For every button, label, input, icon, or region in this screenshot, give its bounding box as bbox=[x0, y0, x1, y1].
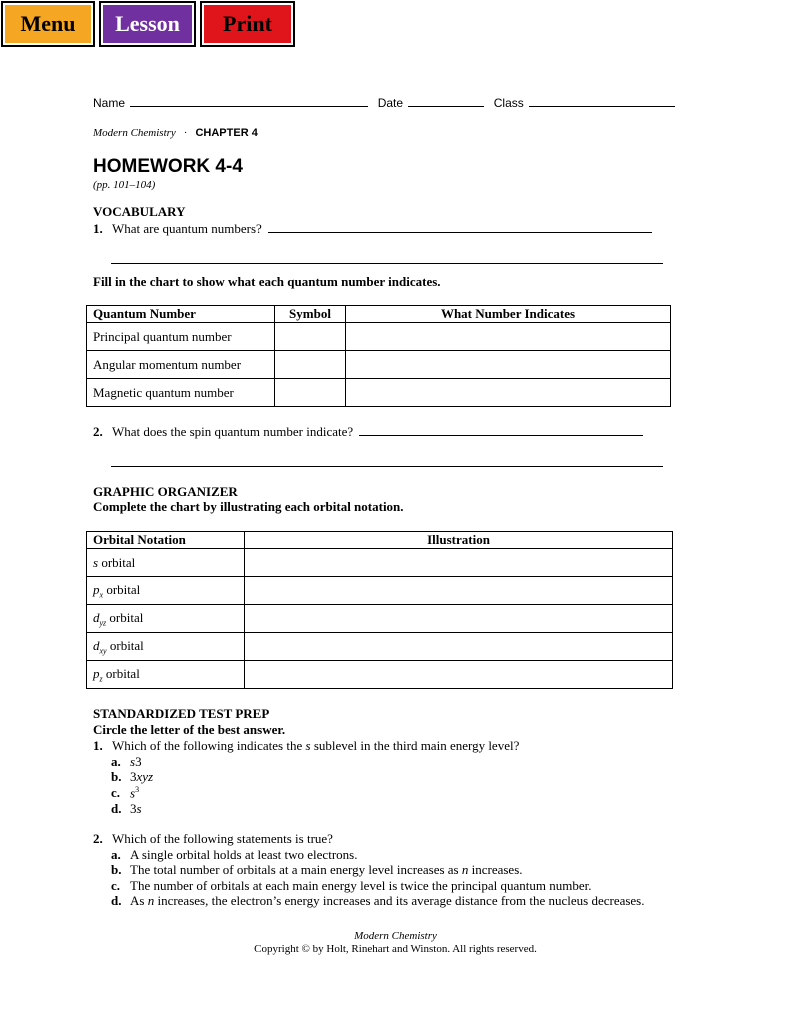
answer-option[interactable]: c. $s^3$ bbox=[111, 785, 140, 801]
indicates-cell[interactable] bbox=[346, 323, 671, 351]
question-number: 1. bbox=[93, 738, 103, 753]
symbol-cell[interactable] bbox=[275, 351, 346, 379]
indicates-cell[interactable] bbox=[346, 351, 671, 379]
table-row bbox=[87, 323, 671, 351]
answer-option[interactable]: d. As n increases, the electron’s energy increases and its average distance from the nucleus decreases. bbox=[111, 893, 645, 908]
answer-option[interactable]: d. 3s bbox=[111, 801, 142, 816]
vocab-question-2 bbox=[93, 423, 643, 440]
answer-option[interactable]: b. 3xyz bbox=[111, 769, 154, 784]
answer-line[interactable] bbox=[111, 263, 663, 264]
illustration-cell[interactable] bbox=[245, 661, 673, 689]
illustration-cell[interactable] bbox=[245, 577, 673, 605]
question-number: 2. bbox=[93, 831, 103, 846]
date-label: Date bbox=[377, 96, 404, 110]
table-row bbox=[87, 577, 673, 605]
footer-copyright: Copyright © by Holt, Rinehart and Winston. All rights reserved. bbox=[254, 943, 537, 955]
row-label: Principal quantum number bbox=[87, 323, 275, 351]
table-row bbox=[87, 633, 673, 661]
menu-button[interactable]: Menu bbox=[1, 1, 95, 47]
answer-line[interactable] bbox=[111, 466, 663, 467]
illustration-cell[interactable] bbox=[245, 549, 673, 577]
separator-dot: · bbox=[183, 127, 188, 139]
date-field[interactable] bbox=[408, 94, 484, 107]
table-row bbox=[87, 351, 671, 379]
page-title: HOMEWORK 4-4 bbox=[93, 156, 243, 177]
table-row bbox=[87, 379, 671, 407]
page-range: (pp. 101–104) bbox=[93, 179, 156, 191]
chart-instruction: Fill in the chart to show what each quantum number indicates. bbox=[93, 274, 441, 289]
answer-option[interactable]: b. The total number of orbitals at a main energy level increases as n increases. bbox=[111, 862, 523, 877]
organizer-instruction: Complete the chart by illustrating each orbital notation. bbox=[93, 499, 404, 514]
question-text: What does the spin quantum number indicate? bbox=[112, 424, 354, 439]
indicates-cell[interactable] bbox=[346, 379, 671, 407]
answer-option[interactable]: c. The number of orbitals at each main energy level is twice the principal quantum number. bbox=[111, 878, 592, 893]
question-number: 2. bbox=[93, 424, 103, 439]
column-header: Symbol bbox=[275, 306, 346, 323]
column-header: Illustration bbox=[245, 532, 673, 549]
class-field[interactable] bbox=[529, 94, 675, 107]
footer-book-title: Modern Chemistry bbox=[354, 930, 437, 942]
name-field[interactable] bbox=[130, 94, 368, 107]
symbol-cell[interactable] bbox=[275, 323, 346, 351]
test-question-2: 2. Which of the following statements is true? bbox=[93, 831, 333, 846]
illustration-cell[interactable] bbox=[245, 605, 673, 633]
test-prep-instruction: Circle the letter of the best answer. bbox=[93, 722, 286, 737]
question-text: What are quantum numbers? bbox=[112, 221, 262, 236]
row-label: Angular momentum number bbox=[87, 351, 275, 379]
quantum-number-table bbox=[86, 305, 671, 407]
column-header: Quantum Number bbox=[87, 306, 275, 323]
orbital-notation-table bbox=[86, 531, 673, 689]
table-row bbox=[87, 605, 673, 633]
symbol-cell[interactable] bbox=[275, 379, 346, 407]
test-prep-heading: STANDARDIZED TEST PREP bbox=[93, 706, 270, 721]
table-row bbox=[87, 549, 673, 577]
chapter-label: CHAPTER 4 bbox=[195, 127, 258, 139]
class-label: Class bbox=[493, 96, 524, 110]
answer-line[interactable] bbox=[268, 220, 652, 233]
answer-line[interactable] bbox=[359, 423, 643, 436]
name-label: Name bbox=[93, 96, 126, 110]
vocab-question-1 bbox=[93, 220, 652, 237]
orbital-label: $d_{yz}$ orbital bbox=[87, 605, 245, 633]
orbital-label: $d_{xy}$ orbital bbox=[87, 633, 245, 661]
print-button[interactable]: Print bbox=[200, 1, 295, 47]
column-header: Orbital Notation bbox=[87, 532, 245, 549]
lesson-button[interactable]: Lesson bbox=[99, 1, 196, 47]
book-title: Modern Chemistry bbox=[93, 127, 176, 139]
answer-option[interactable]: a. s3 bbox=[111, 754, 142, 769]
answer-option[interactable]: a. A single orbital holds at least two electrons. bbox=[111, 847, 358, 862]
illustration-cell[interactable] bbox=[245, 633, 673, 661]
row-label: Magnetic quantum number bbox=[87, 379, 275, 407]
organizer-heading: GRAPHIC ORGANIZER bbox=[93, 484, 238, 499]
vocabulary-heading: VOCABULARY bbox=[93, 204, 186, 219]
student-info-line bbox=[93, 94, 675, 110]
orbital-label: $p_z$ orbital bbox=[87, 661, 245, 689]
orbital-label: s orbital bbox=[87, 549, 245, 577]
column-header: What Number Indicates bbox=[346, 306, 671, 323]
orbital-label: $p_x$ orbital bbox=[87, 577, 245, 605]
question-number: 1. bbox=[93, 221, 103, 236]
test-question-1: 1. Which of the following indicates the s sublevel in the third main energy level? bbox=[93, 738, 520, 753]
table-row bbox=[87, 661, 673, 689]
book-chapter-line bbox=[93, 127, 258, 139]
